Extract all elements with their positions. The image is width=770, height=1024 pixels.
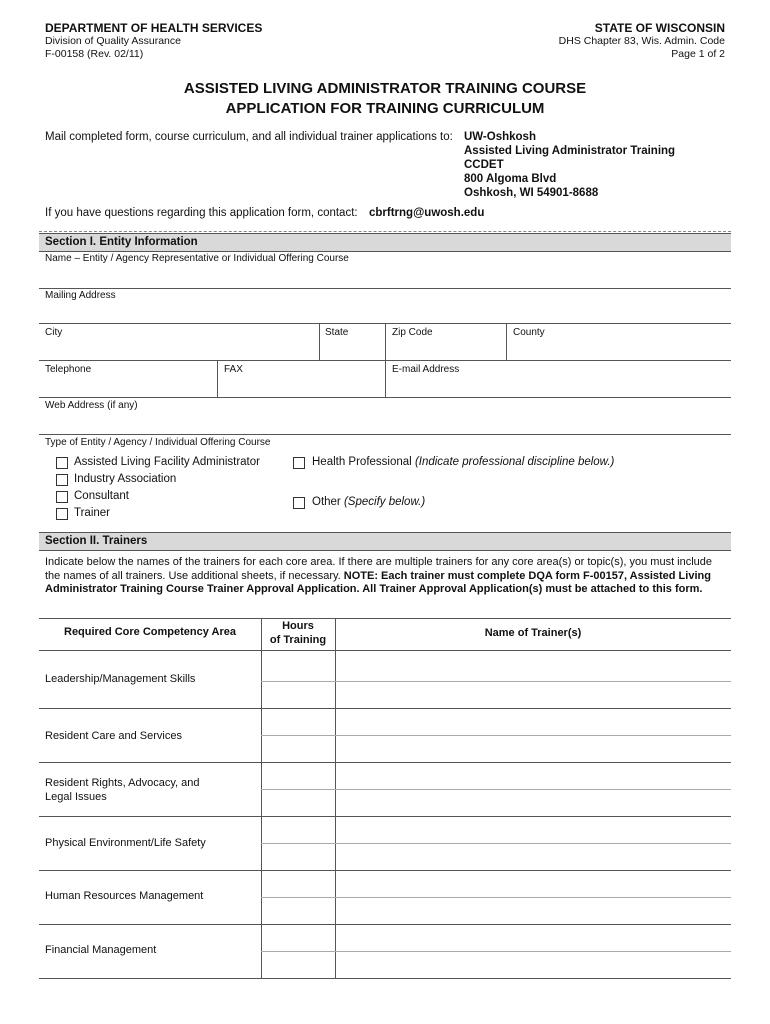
county-field[interactable]: County xyxy=(513,327,545,338)
field-separator xyxy=(385,360,386,397)
other-checkbox[interactable] xyxy=(293,497,305,509)
form-title-line2: APPLICATION FOR TRAINING CURRICULUM xyxy=(225,100,545,117)
core-area-label: Human Resources Management xyxy=(45,890,204,902)
telephone-field[interactable]: Telephone xyxy=(45,364,92,375)
department-name: DEPARTMENT OF HEALTH SERVICES xyxy=(45,21,263,35)
divider xyxy=(39,231,731,232)
state-name: STATE OF WISCONSIN xyxy=(594,21,725,35)
zip-code-field[interactable]: Zip Code xyxy=(392,327,433,338)
other-text: Other xyxy=(312,496,341,508)
other-label xyxy=(312,496,425,508)
trainer-label: Trainer xyxy=(74,507,110,519)
table-header-border xyxy=(39,650,731,651)
health-professional-checkbox[interactable] xyxy=(293,457,305,469)
page-number: Page 1 of 2 xyxy=(671,48,725,60)
field-divider xyxy=(39,434,731,435)
section-2-title: Section II. Trainers xyxy=(45,535,148,547)
name-field[interactable]: Name – Entity / Agency Representative or Individual Offering Course xyxy=(45,253,349,264)
form-page xyxy=(39,0,731,1024)
row-subdivider xyxy=(261,897,731,898)
section-2-header xyxy=(39,532,731,551)
row-subdivider xyxy=(261,951,731,952)
row-subdivider xyxy=(261,681,731,682)
core-area-label: Financial Management xyxy=(45,944,157,956)
division-name: Division of Quality Assurance xyxy=(45,35,181,47)
address-line: CCDET xyxy=(464,159,504,171)
health-professional-label xyxy=(312,456,614,468)
core-area-label: Resident Care and Services xyxy=(45,730,182,742)
fax-field[interactable]: FAX xyxy=(224,364,243,375)
core-area-label: Resident Rights, Advocacy, and xyxy=(45,777,200,789)
web-address-field[interactable]: Web Address (if any) xyxy=(45,400,138,411)
address-line: 800 Algoma Blvd xyxy=(464,173,557,185)
consultant-label: Consultant xyxy=(74,490,129,502)
industry-association-checkbox[interactable] xyxy=(56,474,68,486)
industry-association-label: Industry Association xyxy=(74,473,177,485)
row-subdivider xyxy=(261,843,731,844)
address-line: Oshkosh, WI 54901-8688 xyxy=(464,187,599,199)
field-separator xyxy=(217,360,218,397)
section-1-title: Section I. Entity Information xyxy=(45,236,198,248)
core-area-label: Leadership/Management Skills xyxy=(45,673,196,685)
form-number: F-00158 (Rev. 02/11) xyxy=(45,48,144,60)
table-row-border xyxy=(39,924,731,925)
trainers-instruction-note: NOTE: Each trainer must complete DQA form F-00157, Assisted Living Administrator Training Course Trainer Approval Application. All Trainer Approval Application(s) must be attached to this form. xyxy=(45,569,711,595)
hours-column-header-line2: of Training xyxy=(269,634,327,646)
consultant-checkbox[interactable] xyxy=(56,491,68,503)
field-separator xyxy=(506,323,507,360)
form-title-line1: ASSISTED LIVING ADMINISTRATOR TRAINING COURSE xyxy=(183,80,587,97)
row-subdivider xyxy=(261,789,731,790)
field-separator xyxy=(319,323,320,360)
field-separator xyxy=(385,323,386,360)
mail-instruction: Mail completed form, course curriculum, and all individual trainer applications to: xyxy=(45,131,453,143)
address-line: UW-Oshkosh xyxy=(464,131,536,143)
email-field[interactable]: E-mail Address xyxy=(392,364,460,375)
alf-administrator-checkbox[interactable] xyxy=(56,457,68,469)
trainer-names-column-header: Name of Trainer(s) xyxy=(484,627,582,639)
hours-column-header-line1: Hours xyxy=(282,620,314,632)
table-row-border xyxy=(39,762,731,763)
field-divider xyxy=(39,397,731,398)
health-professional-note: (Indicate professional discipline below.) xyxy=(414,456,615,468)
trainers-instruction-text: Indicate below the names of the trainers for each core area. If there are multiple trainers for any core area(s) or topic(s), you must include the names of all trainers. Use additional sheets, if necessary. xyxy=(45,556,713,582)
other-note: (Specify below.) xyxy=(343,496,426,508)
table-row-border xyxy=(39,816,731,817)
core-area-label: Physical Environment/Life Safety xyxy=(45,837,206,849)
trainers-instruction xyxy=(45,556,725,597)
contact-email-link[interactable]: cbrftrng@uwosh.edu xyxy=(369,207,485,219)
table-row-border xyxy=(39,708,731,709)
health-professional-text: Health Professional xyxy=(312,456,412,468)
mailing-address-field[interactable]: Mailing Address xyxy=(45,290,116,301)
entity-type-label: Type of Entity / Agency / Individual Offering Course xyxy=(45,437,271,448)
state-field[interactable]: State xyxy=(325,327,349,338)
address-line: Assisted Living Administrator Training xyxy=(464,145,676,157)
core-area-label: Legal Issues xyxy=(45,791,107,803)
trainer-checkbox[interactable] xyxy=(56,508,68,520)
table-row-border xyxy=(39,870,731,871)
section-1-header xyxy=(39,233,731,252)
table-top-border xyxy=(39,618,731,619)
table-bottom-border xyxy=(39,978,731,979)
admin-code: DHS Chapter 83, Wis. Admin. Code xyxy=(558,35,725,47)
field-divider xyxy=(39,288,731,289)
core-area-column-header: Required Core Competency Area xyxy=(64,626,236,638)
alf-administrator-label: Assisted Living Facility Administrator xyxy=(74,456,260,468)
city-field[interactable]: City xyxy=(45,327,63,338)
contact-instruction: If you have questions regarding this application form, contact: xyxy=(45,207,358,219)
row-subdivider xyxy=(261,735,731,736)
